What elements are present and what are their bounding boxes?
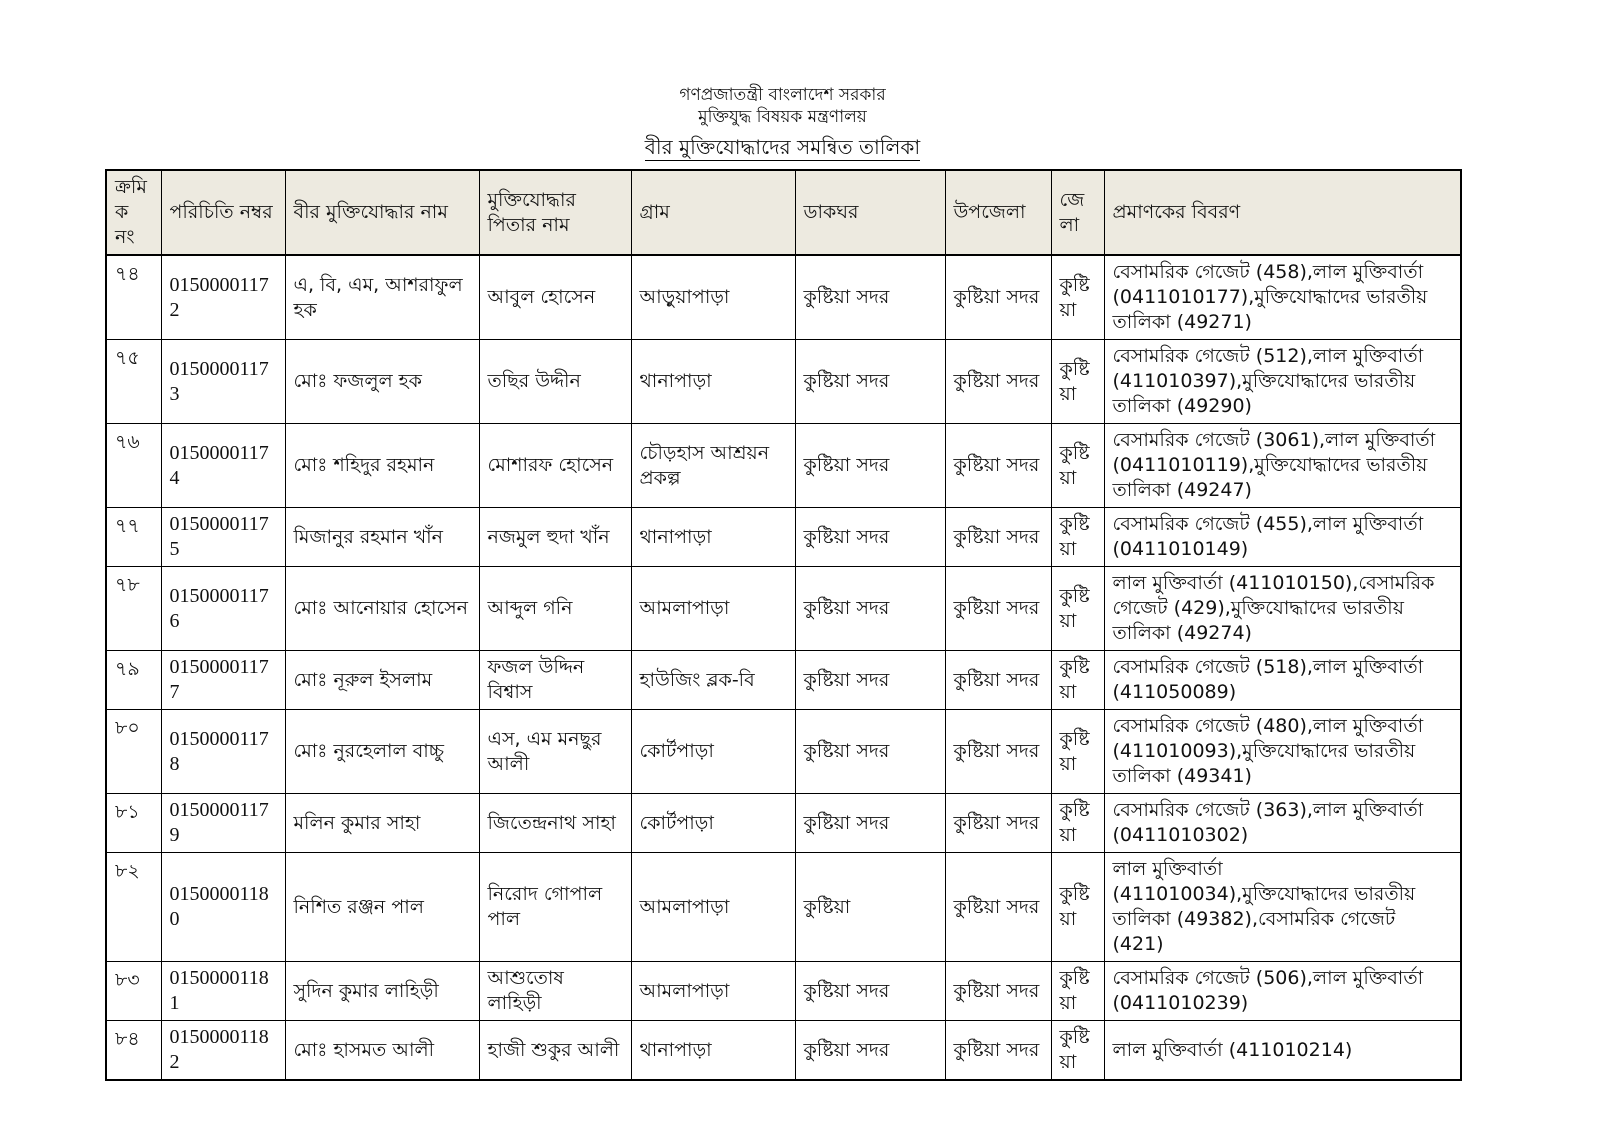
cell-village: থানাপাড়া bbox=[631, 1021, 795, 1081]
cell-evidence: বেসামরিক গেজেট (512),লাল মুক্তিবার্তা (411010397),মুক্তিযোদ্ধাদের ভারতীয় তালিকা (49290) bbox=[1104, 340, 1461, 424]
cell-name: মোঃ নুরহেলাল বাচ্চু bbox=[285, 710, 479, 794]
cell-name: মলিন কুমার সাহা bbox=[285, 794, 479, 853]
cell-id: 01500001180 bbox=[161, 853, 285, 962]
cell-father_name: জিতেন্দ্রনাথ সাহা bbox=[479, 794, 631, 853]
cell-id: 01500001182 bbox=[161, 1021, 285, 1081]
cell-serial: ৭৫ bbox=[106, 340, 161, 424]
cell-village: আমলাপাড়া bbox=[631, 567, 795, 651]
cell-district: কুষ্টিয়া bbox=[1051, 424, 1104, 508]
government-name: গণপ্রজাতন্ত্রী বাংলাদেশ সরকার bbox=[679, 85, 886, 105]
column-header-village: গ্রাম bbox=[631, 170, 795, 255]
cell-post_office: কুষ্টিয়া সদর bbox=[795, 567, 945, 651]
cell-district: কুষ্টিয়া bbox=[1051, 962, 1104, 1021]
cell-post_office: কুষ্টিয়া সদর bbox=[795, 962, 945, 1021]
table-row bbox=[106, 255, 1461, 340]
cell-name: মোঃ আনোয়ার হোসেন bbox=[285, 567, 479, 651]
cell-village: আমলাপাড়া bbox=[631, 962, 795, 1021]
column-header-id: পরিচিতি নম্বর bbox=[161, 170, 285, 255]
cell-district: কুষ্টিয়া bbox=[1051, 710, 1104, 794]
table-row bbox=[106, 853, 1461, 962]
cell-id: 01500001175 bbox=[161, 508, 285, 567]
cell-father_name: মোশারফ হোসেন bbox=[479, 424, 631, 508]
cell-father_name: আবুল হোসেন bbox=[479, 255, 631, 340]
column-header-post_office: ডাকঘর bbox=[795, 170, 945, 255]
cell-id: 01500001179 bbox=[161, 794, 285, 853]
cell-upazila: কুষ্টিয়া সদর bbox=[945, 1021, 1051, 1081]
cell-name: মোঃ নূরুল ইসলাম bbox=[285, 651, 479, 710]
cell-village: চৌড়হাস আশ্রয়ন প্রকল্প bbox=[631, 424, 795, 508]
cell-id: 01500001176 bbox=[161, 567, 285, 651]
cell-upazila: কুষ্টিয়া সদর bbox=[945, 710, 1051, 794]
cell-father_name: হাজী শুকুর আলী bbox=[479, 1021, 631, 1081]
cell-name: সুদিন কুমার লাহিড়ী bbox=[285, 962, 479, 1021]
cell-name: মোঃ ফজলুল হক bbox=[285, 340, 479, 424]
cell-father_name: তছির উদ্দীন bbox=[479, 340, 631, 424]
cell-upazila: কুষ্টিয়া সদর bbox=[945, 255, 1051, 340]
cell-upazila: কুষ্টিয়া সদর bbox=[945, 424, 1051, 508]
table-row bbox=[106, 710, 1461, 794]
table-row bbox=[106, 340, 1461, 424]
cell-post_office: কুষ্টিয়া সদর bbox=[795, 651, 945, 710]
cell-upazila: কুষ্টিয়া সদর bbox=[945, 853, 1051, 962]
cell-father_name: নজমুল হুদা খাঁন bbox=[479, 508, 631, 567]
cell-evidence: লাল মুক্তিবার্তা (411010150),বেসামরিক গেজেট (429),মুক্তিযোদ্ধাদের ভারতীয় তালিকা (49274) bbox=[1104, 567, 1461, 651]
cell-upazila: কুষ্টিয়া সদর bbox=[945, 508, 1051, 567]
table-row bbox=[106, 567, 1461, 651]
cell-id: 01500001177 bbox=[161, 651, 285, 710]
cell-name: মিজানুর রহমান খাঁন bbox=[285, 508, 479, 567]
cell-evidence: বেসামরিক গেজেট (363),লাল মুক্তিবার্তা (0411010302) bbox=[1104, 794, 1461, 853]
cell-name: মোঃ হাসমত আলী bbox=[285, 1021, 479, 1081]
column-header-evidence: প্রমাণকের বিবরণ bbox=[1104, 170, 1461, 255]
cell-serial: ৭৯ bbox=[106, 651, 161, 710]
cell-upazila: কুষ্টিয়া সদর bbox=[945, 651, 1051, 710]
cell-village: আমলাপাড়া bbox=[631, 853, 795, 962]
table-row bbox=[106, 1021, 1461, 1081]
cell-district: কুষ্টিয়া bbox=[1051, 340, 1104, 424]
cell-id: 01500001174 bbox=[161, 424, 285, 508]
cell-post_office: কুষ্টিয়া সদর bbox=[795, 1021, 945, 1081]
cell-id: 01500001173 bbox=[161, 340, 285, 424]
table-row bbox=[106, 424, 1461, 508]
cell-evidence: লাল মুক্তিবার্তা (411010034),মুক্তিযোদ্ধাদের ভারতীয় তালিকা (49382),বেসামরিক গেজেট (421) bbox=[1104, 853, 1461, 962]
cell-district: কুষ্টিয়া bbox=[1051, 794, 1104, 853]
column-header-serial: ক্রমিক নং bbox=[106, 170, 161, 255]
cell-father_name: ফজল উদ্দিন বিশ্বাস bbox=[479, 651, 631, 710]
document-title: বীর মুক্তিযোদ্ধাদের সমন্বিত তালিকা bbox=[644, 135, 921, 159]
cell-post_office: কুষ্টিয়া সদর bbox=[795, 794, 945, 853]
cell-serial: ৭৬ bbox=[106, 424, 161, 508]
cell-district: কুষ্টিয়া bbox=[1051, 853, 1104, 962]
cell-post_office: কুষ্টিয়া সদর bbox=[795, 508, 945, 567]
cell-father_name: আশুতোষ লাহিড়ী bbox=[479, 962, 631, 1021]
cell-father_name: এস, এম মনছুর আলী bbox=[479, 710, 631, 794]
ministry-name: মুক্তিযুদ্ধ বিষয়ক মন্ত্রণালয় bbox=[698, 107, 867, 127]
column-header-upazila: উপজেলা bbox=[945, 170, 1051, 255]
cell-upazila: কুষ্টিয়া সদর bbox=[945, 567, 1051, 651]
cell-serial: ৮০ bbox=[106, 710, 161, 794]
cell-id: 01500001181 bbox=[161, 962, 285, 1021]
table-row bbox=[106, 794, 1461, 853]
cell-village: আড়ুয়াপাড়া bbox=[631, 255, 795, 340]
cell-evidence: বেসামরিক গেজেট (518),লাল মুক্তিবার্তা (411050089) bbox=[1104, 651, 1461, 710]
cell-district: কুষ্টিয়া bbox=[1051, 1021, 1104, 1081]
cell-serial: ৭৪ bbox=[106, 255, 161, 340]
cell-post_office: কুষ্টিয়া bbox=[795, 853, 945, 962]
cell-evidence: লাল মুক্তিবার্তা (411010214) bbox=[1104, 1021, 1461, 1081]
cell-serial: ৭৮ bbox=[106, 567, 161, 651]
cell-village: থানাপাড়া bbox=[631, 508, 795, 567]
cell-serial: ৮১ bbox=[106, 794, 161, 853]
cell-serial: ৭৭ bbox=[106, 508, 161, 567]
cell-evidence: বেসামরিক গেজেট (480),লাল মুক্তিবার্তা (411010093),মুক্তিযোদ্ধাদের ভারতীয় তালিকা (49341) bbox=[1104, 710, 1461, 794]
table-header-row bbox=[106, 170, 1461, 255]
cell-upazila: কুষ্টিয়া সদর bbox=[945, 340, 1051, 424]
table-row bbox=[106, 651, 1461, 710]
table-row bbox=[106, 962, 1461, 1021]
cell-serial: ৮৪ bbox=[106, 1021, 161, 1081]
cell-district: কুষ্টিয়া bbox=[1051, 255, 1104, 340]
cell-name: নিশিত রঞ্জন পাল bbox=[285, 853, 479, 962]
cell-id: 01500001178 bbox=[161, 710, 285, 794]
column-header-district: জেলা bbox=[1051, 170, 1104, 255]
cell-father_name: নিরোদ গোপাল পাল bbox=[479, 853, 631, 962]
cell-district: কুষ্টিয়া bbox=[1051, 651, 1104, 710]
cell-evidence: বেসামরিক গেজেট (455),লাল মুক্তিবার্তা (0411010149) bbox=[1104, 508, 1461, 567]
cell-post_office: কুষ্টিয়া সদর bbox=[795, 424, 945, 508]
cell-village: কোর্টপাড়া bbox=[631, 710, 795, 794]
cell-district: কুষ্টিয়া bbox=[1051, 508, 1104, 567]
cell-village: কোর্টপাড়া bbox=[631, 794, 795, 853]
cell-district: কুষ্টিয়া bbox=[1051, 567, 1104, 651]
cell-evidence: বেসামরিক গেজেট (3061),লাল মুক্তিবার্তা (0411010119),মুক্তিযোদ্ধাদের ভারতীয় তালিকা (49247) bbox=[1104, 424, 1461, 508]
cell-evidence: বেসামরিক গেজেট (458),লাল মুক্তিবার্তা (0411010177),মুক্তিযোদ্ধাদের ভারতীয় তালিকা (49271) bbox=[1104, 255, 1461, 340]
cell-name: এ, বি, এম, আশরাফুল হক bbox=[285, 255, 479, 340]
cell-id: 01500001172 bbox=[161, 255, 285, 340]
cell-name: মোঃ শহিদুর রহমান bbox=[285, 424, 479, 508]
cell-evidence: বেসামরিক গেজেট (506),লাল মুক্তিবার্তা (0411010239) bbox=[1104, 962, 1461, 1021]
cell-village: হাউজিং ব্লক-বি bbox=[631, 651, 795, 710]
cell-upazila: কুষ্টিয়া সদর bbox=[945, 794, 1051, 853]
document-header bbox=[105, 0, 1460, 161]
table-row bbox=[106, 508, 1461, 567]
cell-village: থানাপাড়া bbox=[631, 340, 795, 424]
freedom-fighters-table bbox=[105, 169, 1462, 1081]
cell-upazila: কুষ্টিয়া সদর bbox=[945, 962, 1051, 1021]
column-header-name: বীর মুক্তিযোদ্ধার নাম bbox=[285, 170, 479, 255]
column-header-father_name: মুক্তিযোদ্ধার পিতার নাম bbox=[479, 170, 631, 255]
cell-serial: ৮৩ bbox=[106, 962, 161, 1021]
cell-post_office: কুষ্টিয়া সদর bbox=[795, 710, 945, 794]
cell-post_office: কুষ্টিয়া সদর bbox=[795, 255, 945, 340]
cell-serial: ৮২ bbox=[106, 853, 161, 962]
cell-post_office: কুষ্টিয়া সদর bbox=[795, 340, 945, 424]
cell-father_name: আব্দুল গনি bbox=[479, 567, 631, 651]
